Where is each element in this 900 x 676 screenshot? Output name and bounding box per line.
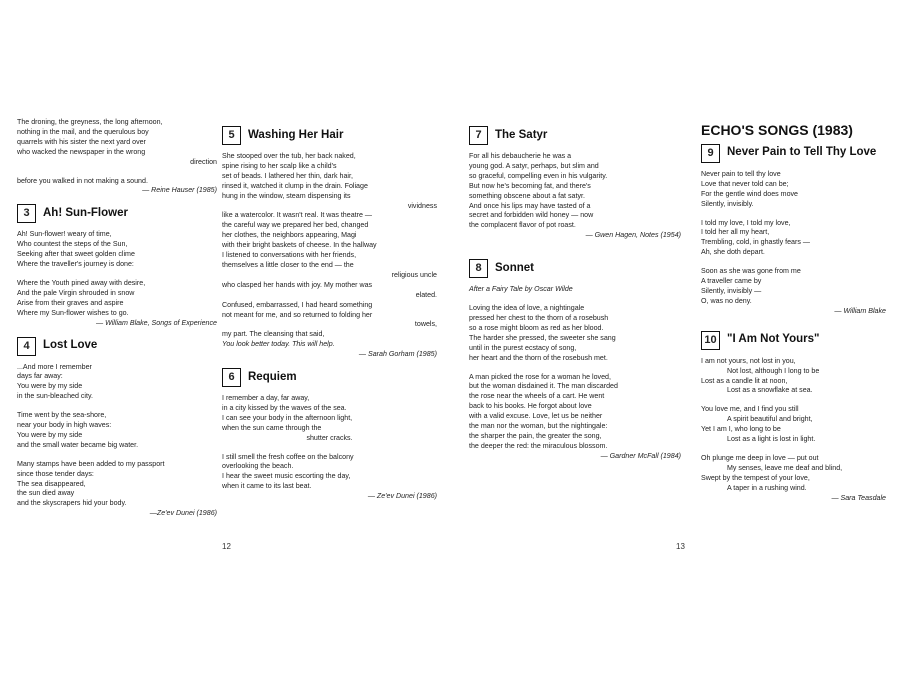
text-line: when it came to its last beat. [222,482,312,491]
poem-title [17,204,217,223]
text-line: Yet I am I, who long to be [701,425,781,434]
text-line: my part. The cleansing that said, [222,330,325,339]
text-line: when the sun came through the [222,423,322,432]
text-line: And the pale Virgin shrouded in snow [17,288,135,297]
text-line: with a valid excuse. Love, let us be neither [469,412,603,421]
poem-number-box: 6 [222,368,241,387]
text-line: Oh plunge me deep in love — put out [701,453,819,462]
text-line: set of beads. I lathered her thin, dark hair, [222,171,353,180]
text-line: I can see your body in the afternoon light, [222,413,353,422]
poem-title-text: Ah! Sun-Flower [43,206,128,219]
poem-number-box: 4 [17,337,36,356]
text-line: themselves a little closer to the end — the [222,260,354,269]
column-4 [701,118,886,503]
text-line: not meant for me, and so returned to folding her [222,310,373,319]
text-line: Loving the idea of love, a nightingale [469,304,585,313]
text-line: the rose near the wheels of a cart. He went [469,392,605,401]
text-line: the sun died away [17,489,75,498]
text-line: but the woman disdained it. The man discarded [469,382,618,391]
poem-number-box: 7 [469,126,488,145]
text-line: For all his debaucherie he was a [469,152,572,160]
text-line: You look better today. This will help. [222,340,335,349]
prev-poem-ending [17,118,217,196]
text-line: I am not yours, not lost in you, [701,356,796,365]
poem-attribution: — Sarah Gorham (1985) [358,350,437,359]
poem-attribution: — Sara Teasdale [831,493,886,502]
poem-3 [17,204,217,328]
text-line: I listened to conversations with her friends, [222,251,357,260]
text-line: Silently, invisibly. [701,199,754,208]
text-line: Ah! Sun-flower! weary of time, [17,230,112,239]
text-line: ...And more I remember [17,362,92,371]
text-line: spine rising to her scalp like a child's [222,161,337,170]
text-line: Many stamps have been added to my passport [17,459,165,468]
text-line: Swept by the tempest of your love, [701,473,810,482]
text-line: Arise from their graves and aspire [17,298,124,307]
poem-title-text: Sonnet [495,261,534,274]
poem-7 [469,126,681,241]
poem-title-text: The Satyr [495,128,548,141]
text-line: The harder she pressed, the sweeter she sang [469,333,616,342]
text-line: A man picked the rose for a woman he loved, [469,372,611,381]
text-line: Trembling, cold, in ghastly fears — [701,238,810,247]
text-line: the deeper the red: the miraculous blossom. [469,441,608,450]
page-number-left: 12 [222,542,231,551]
text-line: towels, [414,320,437,329]
poem-title [222,126,437,145]
text-line: the careful way we prepared her bed, changed [222,221,369,230]
text-line: shutter cracks. [306,433,353,442]
text-line: until in the purest ecstacy of song, [469,343,577,352]
column-1 [17,118,217,519]
text-line: The droning, the greyness, the long afternoon, [17,118,163,126]
poem-attribution: — Gardner McFall (1984) [600,451,681,460]
text-line: overlooking the beach. [222,462,294,471]
text-line: Soon as she was gone from me [701,267,801,276]
poem-10 [701,331,886,504]
text-line: rinsed it, watched it clump in the drain. Foliage [222,181,368,190]
text-line: quarrels with his sister the next yard over [17,137,146,146]
poem-attribution: — William Blake [834,306,886,315]
text-line: pressed her chest to the thorn of a rosebush [469,313,609,322]
column-2 [222,118,437,502]
poem-title [17,337,217,356]
poem-title-text: Requiem [248,370,297,383]
text-line: in the sun-bleached city. [17,392,93,401]
text-line: vividness [407,201,437,210]
text-line: The sea disappeared, [17,479,86,488]
poem-title-text: Washing Her Hair [248,128,344,141]
text-line: her clothes, the neighbors appearing, Magi [222,231,357,240]
text-line: You were by my side [17,382,83,391]
text-line: O, was no deny. [701,296,752,305]
text-line: young god. A satyr, perhaps, but slim and [469,161,599,170]
text-line: the sharper the pain, the greater the song, [469,431,602,440]
text-line: Where my Sun-flower wishes to go. [17,308,129,317]
poem-attribution: — Gwen Hagen, Notes (1954) [585,231,681,240]
poem-number-box: 3 [17,204,36,223]
poem-number-box: 10 [701,331,720,350]
text-line: Silently, invisibly — [701,286,762,295]
text-line: elated. [415,290,437,299]
poem-title [222,368,437,387]
text-line: I told her all my heart, [701,228,770,237]
text-line: Never pain to tell thy love [701,169,781,178]
text-line: You love me, and I find you still [701,405,799,414]
poem-title-text: "I Am Not Yours" [727,333,820,346]
text-line: Who countest the steps of the Sun, [17,240,128,249]
text-line: secret and forbidden wild honey — now [469,211,594,220]
text-line: Time went by the sea-shore, [17,411,107,420]
section-title: ECHO'S SONGS (1983) [701,122,853,138]
poem-title-text: Never Pain to Tell Thy Love [727,146,877,159]
text-line: I still smell the fresh coffee on the balcony [222,452,354,461]
text-line: Lost as a candle lit at noon, [701,376,788,385]
poem-title [469,126,681,145]
text-line: who clasped her hands with joy. My mother was [222,280,373,289]
page-number-right: 13 [676,542,685,551]
text-line: I hear the sweet music escorting the day, [222,472,351,481]
text-line: And once his lips may have tasted of a [469,201,591,210]
text-line: Where the Youth pined away with desire, [17,278,146,287]
poem-number-box: 5 [222,126,241,145]
poem-title-text: Lost Love [43,339,98,352]
poem-subtitle: After a Fairy Tale by Oscar Wilde [469,285,573,294]
text-line: I remember a day, far away, [222,394,310,403]
text-line: with their bright baskets of cheese. In the hallway [222,241,377,250]
text-line: I told my love, I told my love, [701,218,791,227]
text-line: near your body in high waves: [17,421,112,430]
text-line: days far away: [17,372,63,381]
poem-attribution: —Ze'ev Dunei (1986) [149,509,217,518]
poem-6 [222,368,437,502]
poem-number-box: 9 [701,144,720,163]
poem-title [701,331,886,350]
poem-attribution: — Ze'ev Dunei (1986) [367,492,437,501]
text-line: Seeking after that sweet golden clime [17,250,135,259]
text-line: Lost as a light is lost in light. [727,435,816,444]
text-line: direction [190,157,217,166]
text-line: My senses, leave me deaf and blind, [727,463,843,472]
text-line: and the skyscrapers hid your body. [17,499,127,508]
text-line: so graceful, compelling even in his vulgarity. [469,171,608,180]
text-line: something obscene about a fat satyr. [469,191,585,200]
text-line: hung in the window, steam dispensing its [222,191,351,200]
text-line: Not lost, although I long to be [727,366,820,375]
text-line: Lost as a snowflake at sea. [727,386,813,395]
text-line: and the small water became big water. [17,440,139,449]
text-line: back to his books. He forgot about love [469,402,592,411]
text-line: A taper in a rushing wind. [727,483,807,492]
text-line: since those tender days: [17,469,94,478]
text-line: Ah, she doth depart. [701,248,765,257]
text-line: Love that never told can be; [701,179,789,188]
text-line: Confused, embarrassed, I had heard something [222,300,373,309]
text-line: the man nor the woman, but the nightingale: [469,422,608,431]
poem-8 [469,259,681,462]
text-line: the complacent flavor of pot roast. [469,221,576,230]
text-line: She stooped over the tub, her back naked, [222,152,356,160]
text-line: A spirit beautiful and bright, [727,415,813,424]
text-line: religious uncle [391,270,437,279]
text-line: so a rose might bloom as red as her blood. [469,323,604,332]
poem-attribution: — William Blake, Songs of Experience [96,318,217,327]
text-line: A traveller came by [701,277,762,286]
text-line: nothing in the mail, and the querulous boy [17,127,149,136]
text-line: in a city kissed by the waves of the sea. [222,403,347,412]
poem-5 [222,126,437,360]
text-line: But now he's becoming fat, and there's [469,181,591,190]
text-line: who wacked the newspaper in the wrong [17,147,146,156]
poem-9 [701,144,886,317]
poem-title [469,259,681,278]
poem-title [701,144,886,163]
poem-4 [17,337,217,520]
text-line: like a watercolor. It wasn't real. It was theatre — [222,211,372,220]
column-3 [469,118,681,462]
poem-attribution: — Reine Hauser (1985) [142,186,217,195]
text-line: before you walked in not making a sound. [17,176,148,185]
text-line: Where the traveller's journey is done: [17,260,134,269]
text-line: her heart and the thorn of the rosebush met. [469,353,608,362]
poem-number-box: 8 [469,259,488,278]
text-line: For the gentle wind does move [701,189,799,198]
text-line: You were by my side [17,430,83,439]
